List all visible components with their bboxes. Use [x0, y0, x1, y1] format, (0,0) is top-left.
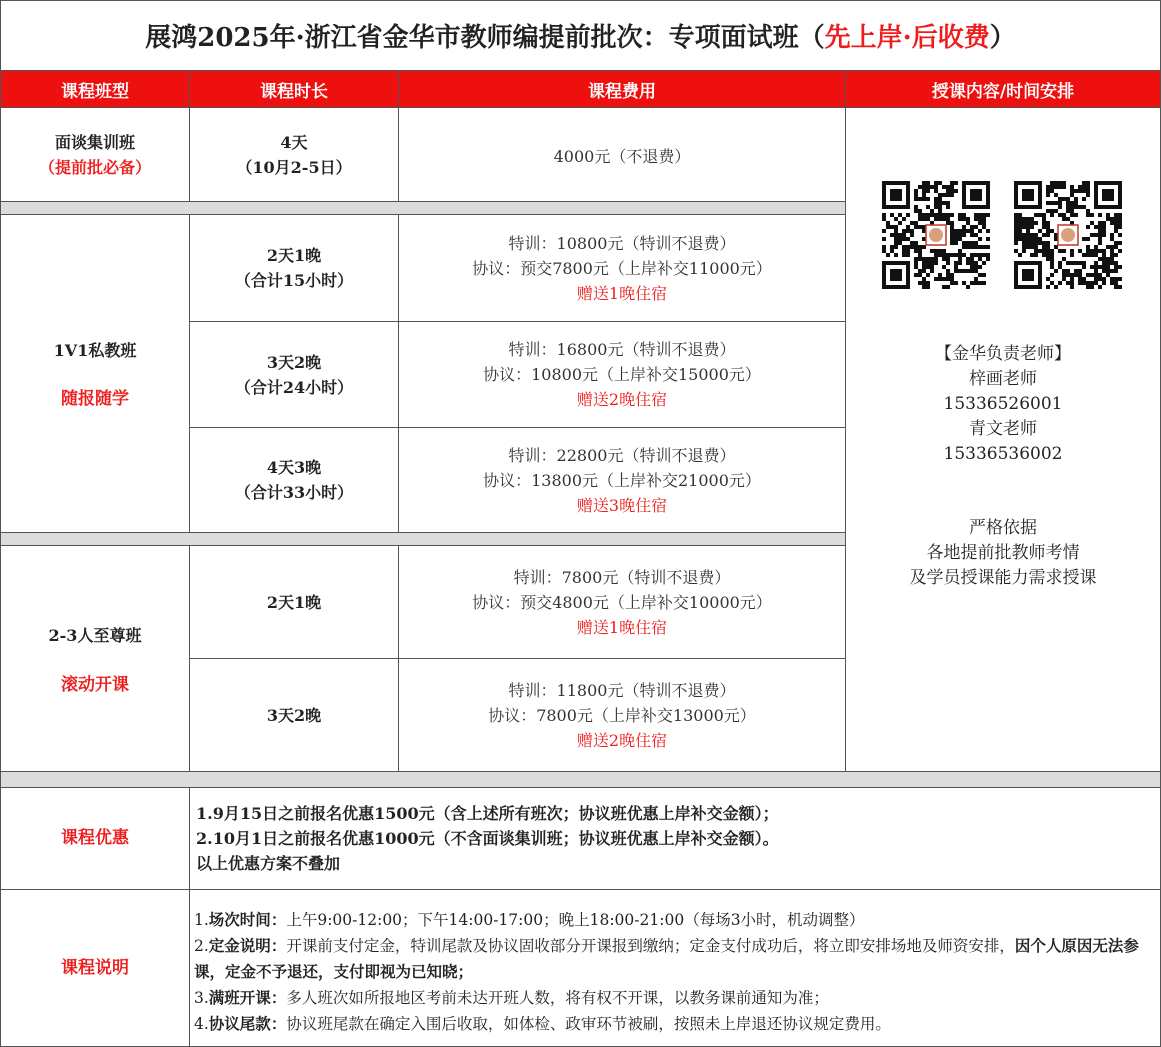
- notes-content: [189, 889, 1161, 1047]
- class2-name-cell: [0, 214, 190, 533]
- note-item: [194, 985, 1152, 1011]
- header-label: 课程费用: [588, 81, 656, 102]
- note-text: 开课前支付定金，特训尾款及协议固收部分开课报到缴纳；定金支付成功后，将立即安排场地及师资安排，: [286, 937, 1015, 955]
- class3-row1-duration: [189, 545, 399, 659]
- note-item: [194, 1011, 1152, 1037]
- discount-line: 以上优惠方案不叠加: [196, 854, 341, 873]
- title-end: ）: [989, 23, 1016, 53]
- note-number: 2.: [194, 937, 209, 955]
- header-duration: [189, 70, 399, 108]
- class1-tag: （提前批必备）: [38, 157, 151, 177]
- note-sep: ：: [270, 988, 287, 1007]
- fee-training: 特训：10800元（特训不退费）: [508, 233, 736, 253]
- note-item: [194, 907, 1152, 933]
- duration-days: 2天1晚: [266, 246, 322, 265]
- fee-text: 4000元（不退费）: [553, 147, 691, 166]
- duration-days: 3天2晚: [266, 352, 322, 372]
- duration-days: 2天1晚: [266, 592, 322, 612]
- class3-name-cell: [0, 545, 190, 772]
- class2-row1-fee: [398, 214, 846, 322]
- fee-gift: 赠送3晚住宿: [576, 495, 668, 515]
- fee-training: 特训：22800元（特训不退费）: [508, 445, 736, 465]
- duration-days: 3天2晚: [266, 705, 322, 725]
- class1-duration-cell: [189, 107, 399, 202]
- duration-hours: （合计15小时）: [234, 271, 354, 290]
- discount-line: 2.10月1日之前报名优惠1000元（不含面谈集训班；协议班优惠上岸补交金额）。: [196, 829, 779, 848]
- fee-agreement: 协议：7800元（上岸补交13000元）: [488, 705, 756, 725]
- header-class-type: [0, 70, 190, 108]
- class1-name: 面谈集训班: [54, 132, 135, 152]
- desc-line: 严格依据: [969, 518, 1037, 538]
- class2-row1-duration: [189, 214, 399, 322]
- note-key: 场次时间: [208, 910, 271, 929]
- class2-row3-duration: [189, 427, 399, 533]
- fee-training: 特训：7800元（特训不退费）: [513, 567, 731, 587]
- note-key: 满班开课: [208, 988, 271, 1007]
- note-sep: ：: [270, 936, 287, 955]
- fee-gift: 赠送2晚住宿: [576, 730, 668, 750]
- row-separator: [0, 771, 1161, 788]
- class3-tag: 滚动开课: [61, 675, 129, 695]
- teacher-phone[interactable]: 15336526001: [943, 394, 1063, 414]
- class3-row1-fee: [398, 545, 846, 659]
- contact-panel: [845, 107, 1161, 772]
- fee-agreement: 协议：13800元（上岸补交21000元）: [483, 470, 761, 490]
- class2-tag: 随报随学: [61, 389, 129, 409]
- desc-line: 各地提前批教师考情: [926, 543, 1080, 563]
- note-text: 上午9:00-12:00；下午14:00-17:00；晚上18:00-21:00（每场3小时，机动调整）: [286, 911, 865, 929]
- fee-gift: 赠送2晚住宿: [576, 390, 668, 409]
- note-text: 多人班次如所报地区考前未达开班人数，将有权不开课，以教务课前通知为准；: [286, 989, 829, 1007]
- discount-label: 课程优惠: [61, 828, 129, 848]
- teacher-name: 梓画老师: [969, 369, 1037, 389]
- header-content: [845, 70, 1161, 108]
- qr-code-icon: [882, 181, 990, 289]
- qr-code-icon: [1014, 181, 1122, 289]
- duration-dates: （10月2-5日）: [236, 157, 352, 177]
- title-highlight: 先上岸·后收费: [824, 23, 990, 53]
- class2-name: 1V1私教班: [53, 341, 137, 360]
- fee-agreement: 协议：预交4800元（上岸补交10000元）: [472, 592, 772, 612]
- note-number: 3.: [194, 989, 209, 1007]
- note-item: [194, 933, 1152, 985]
- duration-hours: （合计24小时）: [234, 377, 354, 397]
- header-label: 授课内容/时间安排: [931, 81, 1075, 102]
- contact-heading: 【金华负责老师】: [935, 344, 1071, 364]
- class1-fee-cell: [398, 107, 846, 202]
- fee-gift: 赠送1晚住宿: [576, 617, 668, 637]
- fee-gift: 赠送1晚住宿: [576, 283, 668, 303]
- class3-name: 2-3人至尊班: [48, 626, 142, 645]
- class1-name-cell: [0, 107, 190, 202]
- note-key: 协议尾款: [208, 1014, 271, 1033]
- row-separator: [0, 201, 846, 215]
- title-main: 展鸿2025年·浙江省金华市教师编提前批次：专项面试班（: [145, 23, 825, 53]
- fee-training: 特训：11800元（特训不退费）: [508, 680, 736, 700]
- title-text: [145, 17, 1016, 54]
- notes-label-cell: [0, 889, 190, 1047]
- fee-training: 特训：16800元（特训不退费）: [508, 340, 736, 359]
- duration-days: 4天: [280, 132, 308, 152]
- row-separator: [0, 532, 846, 546]
- teacher-name: 青文老师: [969, 419, 1037, 439]
- discount-content: [189, 787, 1161, 890]
- page-title: [0, 0, 1161, 71]
- header-label: 课程班型: [61, 81, 129, 102]
- discount-line: 1.9月15日之前报名优惠1500元（含上述所有班次；协议班优惠上岸补交金额）；: [196, 804, 779, 823]
- discount-label-cell: [0, 787, 190, 890]
- note-sep: ：: [270, 1014, 287, 1033]
- header-fee: [398, 70, 846, 108]
- note-number: 4.: [194, 1015, 209, 1033]
- fee-agreement: 协议：预交7800元（上岸补交11000元）: [472, 258, 772, 278]
- note-sep: ：: [270, 910, 287, 929]
- teaching-description: [846, 516, 1160, 591]
- class3-row2-duration: [189, 658, 399, 772]
- duration-hours: （合计33小时）: [234, 483, 354, 502]
- duration-days: 4天3晚: [266, 458, 322, 477]
- teacher-phone[interactable]: 15336536002: [943, 444, 1063, 464]
- class2-row2-fee: [398, 321, 846, 428]
- header-label: 课程时长: [260, 81, 328, 102]
- note-text: 协议班尾款在确定入围后收取，如体检、政审环节被刷，按照未上岸退还协议规定费用。: [286, 1015, 891, 1033]
- desc-line: 及学员授课能力需求授课: [909, 568, 1097, 588]
- contact-info: [846, 342, 1160, 467]
- class2-row3-fee: [398, 427, 846, 533]
- class2-row2-duration: [189, 321, 399, 428]
- note-bold-tail: 因个人原因无法参课，定金不予退还，支付即视为已知晓；: [194, 936, 1139, 981]
- note-key: 定金说明: [208, 936, 271, 955]
- fee-agreement: 协议：10800元（上岸补交15000元）: [483, 365, 761, 384]
- note-number: 1.: [194, 911, 209, 929]
- notes-label: 课程说明: [61, 957, 129, 978]
- class3-row2-fee: [398, 658, 846, 772]
